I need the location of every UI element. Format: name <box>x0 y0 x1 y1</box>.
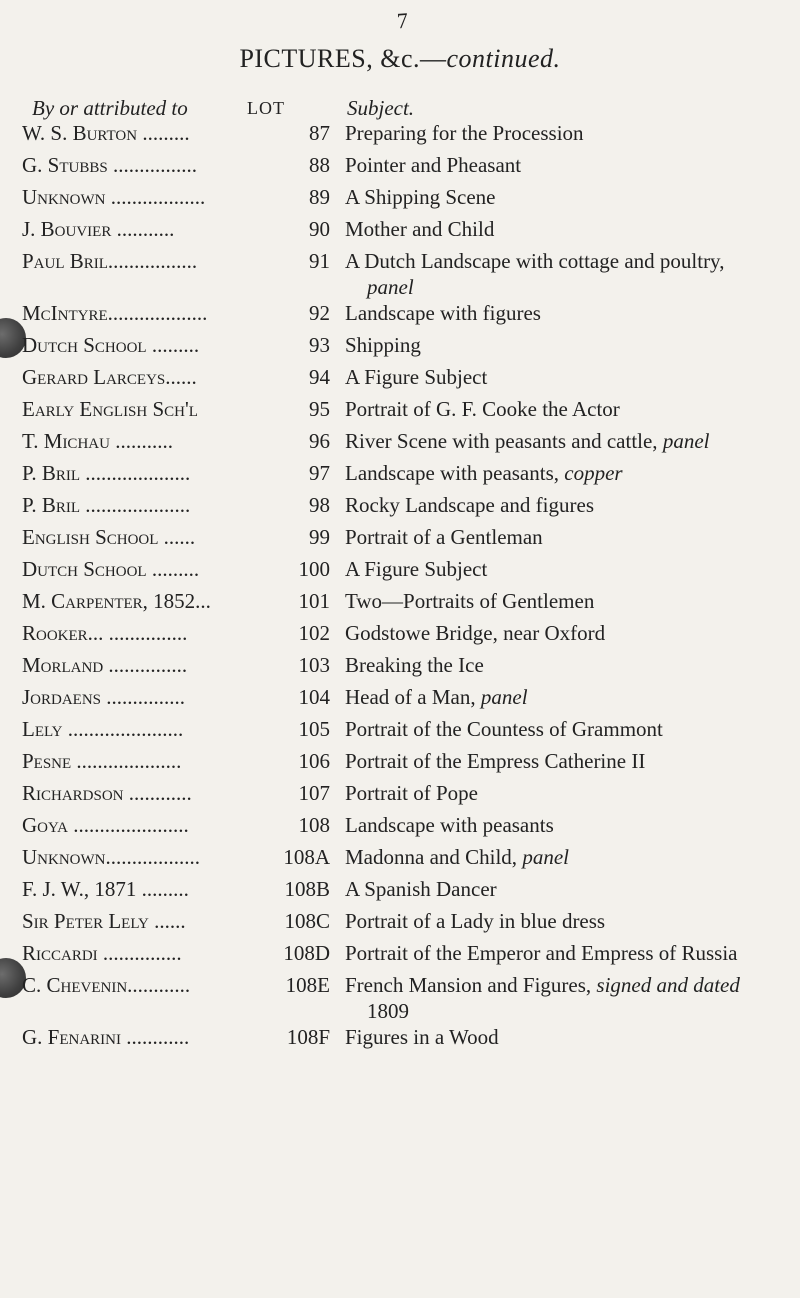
subject-title: River Scene with peasants and cattle, <box>345 429 658 453</box>
catalogue-entry <box>0 460 800 492</box>
artist-name: Riccardi ............... <box>22 941 182 965</box>
artist-name: Unknown .................. <box>22 185 206 209</box>
artist-name: G. Fenarini ............ <box>22 1025 190 1049</box>
artist-name: Pesne .................... <box>22 749 182 773</box>
artist-column-header: By or attributed to <box>32 96 188 120</box>
catalogue-entry <box>0 684 800 716</box>
subject-text <box>345 492 785 518</box>
lot-number: 103 <box>298 653 330 677</box>
catalogue-entry <box>0 120 800 152</box>
subject-text <box>345 428 785 454</box>
artist-name: Unknown.................. <box>22 845 200 869</box>
subject-note: panel <box>367 275 414 299</box>
subject-text <box>345 120 785 146</box>
catalogue-entry <box>0 492 800 524</box>
lot-number: 108C <box>284 909 330 933</box>
catalogue-entry <box>0 844 800 876</box>
catalogue-entry <box>0 812 800 844</box>
subject-note: signed and dated <box>596 973 740 997</box>
subject-text <box>345 460 785 486</box>
subject-title: A Figure Subject <box>345 557 488 581</box>
subject-text <box>345 364 785 390</box>
subject-title: Portrait of the Empress Catherine II <box>345 749 646 773</box>
lot-number: 87 <box>309 121 330 145</box>
lot-number: 88 <box>309 153 330 177</box>
subject-title: Breaking the Ice <box>345 653 484 677</box>
subject-title: Figures in a Wood <box>345 1025 499 1049</box>
subject-title: Portrait of Pope <box>345 781 478 805</box>
catalogue-entry <box>0 908 800 940</box>
subject-text <box>345 396 785 422</box>
lot-number: 97 <box>309 461 330 485</box>
column-header-row <box>0 96 800 122</box>
lot-number: 104 <box>298 685 330 709</box>
artist-name: Goya ...................... <box>22 813 189 837</box>
artist-name: T. Michau ........... <box>22 429 173 453</box>
catalogue-entry <box>0 332 800 364</box>
subject-title: Portrait of the Countess of Grammont <box>345 717 663 741</box>
subject-title: A Dutch Landscape with cottage and poultry, <box>345 249 725 273</box>
artist-name: McIntyre................... <box>22 301 208 325</box>
lot-number: 108A <box>283 845 330 869</box>
subject-title: Pointer and Pheasant <box>345 153 522 177</box>
artist-name: Dutch School ......... <box>22 557 200 581</box>
lot-number: 94 <box>309 365 330 389</box>
subject-text <box>345 556 785 582</box>
catalogue-entry <box>0 556 800 588</box>
artist-name: M. Carpenter, 1852... <box>22 589 211 613</box>
artist-name: English School ...... <box>22 525 196 549</box>
subject-text <box>345 876 785 902</box>
artist-name: Richardson ............ <box>22 781 192 805</box>
catalogue-entry <box>0 716 800 748</box>
catalogue-entry <box>0 396 800 428</box>
artist-name: Paul Bril................. <box>22 249 198 273</box>
lot-number: 101 <box>298 589 330 613</box>
catalogue-entry <box>0 428 800 460</box>
catalogue-entry <box>0 300 800 332</box>
subject-title: Portrait of G. F. Cooke the Actor <box>345 397 620 421</box>
subject-text <box>345 940 785 966</box>
catalogue-entry <box>0 780 800 812</box>
catalogue-list <box>0 120 800 1056</box>
subject-text <box>345 184 785 210</box>
lot-number: 108B <box>284 877 330 901</box>
subject-title: Rocky Landscape and figures <box>345 493 594 517</box>
catalogue-entry <box>0 216 800 248</box>
lot-number: 108E <box>285 973 330 997</box>
catalogue-entry <box>0 972 800 1024</box>
subject-text <box>345 620 785 646</box>
lot-number: 96 <box>309 429 330 453</box>
subject-note: panel <box>662 429 710 453</box>
catalogue-entry <box>0 152 800 184</box>
artist-name: Sir Peter Lely ...... <box>22 909 186 933</box>
subject-title: Landscape with peasants <box>345 813 554 837</box>
page-title-main: PICTURES, &c.— <box>239 44 447 73</box>
subject-column-header: Subject. <box>347 96 415 120</box>
artist-name: W. S. Burton ......... <box>22 121 190 145</box>
artist-name: Jordaens ............... <box>22 685 186 709</box>
catalogue-entry <box>0 588 800 620</box>
subject-title: Landscape with figures <box>345 301 541 325</box>
subject-text <box>345 780 785 806</box>
lot-number: 106 <box>298 749 330 773</box>
subject-title: Portrait of the Emperor and Empress of Russia <box>345 941 738 965</box>
subject-note: panel <box>522 845 569 869</box>
artist-name: F. J. W., 1871 ......... <box>22 877 189 901</box>
artist-name: Gerard Larceys...... <box>22 365 197 389</box>
subject-title: Two—Portraits of Gentlemen <box>345 589 595 613</box>
catalogue-entry <box>0 248 800 300</box>
subject-title: Head of a Man, <box>345 685 476 709</box>
artist-name: Morland ............... <box>22 653 188 677</box>
lot-number: 89 <box>309 185 330 209</box>
subject-text <box>345 216 785 242</box>
subject-title: A Spanish Dancer <box>345 877 497 901</box>
page-title-continued: continued. <box>446 44 561 73</box>
subject-date: 1809 <box>367 999 409 1023</box>
subject-note: panel <box>480 685 528 709</box>
subject-title: French Mansion and Figures, <box>345 973 592 997</box>
lot-number: 102 <box>298 621 330 645</box>
catalogue-entry <box>0 940 800 972</box>
subject-text <box>345 332 785 358</box>
lot-number: 108 <box>298 813 330 837</box>
lot-number: 90 <box>309 217 330 241</box>
artist-name: J. Bouvier ........... <box>22 217 175 241</box>
subject-title: Portrait of a Gentleman <box>345 525 543 549</box>
subject-title: A Shipping Scene <box>345 185 496 209</box>
subject-title: Godstowe Bridge, near Oxford <box>345 621 606 645</box>
lot-number: 95 <box>309 397 330 421</box>
subject-text <box>345 152 785 178</box>
subject-title: Mother and Child <box>345 217 495 241</box>
lot-number: 91 <box>309 249 330 273</box>
lot-number: 108F <box>286 1025 330 1049</box>
artist-name: G. Stubbs ................ <box>22 153 197 177</box>
subject-title: Shipping <box>345 333 421 357</box>
catalogue-entry <box>0 748 800 780</box>
catalogue-entry <box>0 652 800 684</box>
lot-number: 108D <box>283 941 330 965</box>
subject-text <box>345 812 785 838</box>
page-number: 7 <box>396 7 409 34</box>
artist-name: Lely ...................... <box>22 717 184 741</box>
artist-name: Dutch School ......... <box>22 333 200 357</box>
catalogue-entry <box>0 364 800 396</box>
subject-text <box>345 844 785 870</box>
subject-text <box>345 972 785 1024</box>
subject-text <box>345 748 785 774</box>
lot-number: 105 <box>298 717 330 741</box>
artist-name: C. Chevenin............ <box>22 973 191 997</box>
subject-text <box>345 908 785 934</box>
subject-text <box>345 524 785 550</box>
lot-number: 99 <box>309 525 330 549</box>
lot-number: 98 <box>309 493 330 517</box>
lot-column-header: LOT <box>247 98 285 118</box>
subject-note: copper <box>564 461 623 485</box>
catalogue-entry <box>0 524 800 556</box>
subject-text <box>345 652 785 678</box>
subject-text <box>345 716 785 742</box>
artist-name: P. Bril .................... <box>22 461 191 485</box>
subject-title: A Figure Subject <box>345 365 488 389</box>
catalogue-entry <box>0 1024 800 1056</box>
subject-title: Portrait of a Lady in blue dress <box>345 909 606 933</box>
subject-text <box>345 248 785 300</box>
lot-number: 100 <box>298 557 330 581</box>
subject-title: Madonna and Child, <box>345 845 518 869</box>
catalogue-entry <box>0 620 800 652</box>
subject-title: Preparing for the Procession <box>345 121 584 145</box>
subject-text <box>345 1024 785 1050</box>
catalogue-entry <box>0 876 800 908</box>
subject-text <box>345 588 785 614</box>
subject-text <box>345 684 785 710</box>
subject-text <box>345 300 785 326</box>
artist-name: Early English Sch'l <box>22 397 198 421</box>
lot-number: 107 <box>298 781 330 805</box>
lot-number: 93 <box>309 333 330 357</box>
artist-name: P. Bril .................... <box>22 493 191 517</box>
artist-name: Rooker... ............... <box>22 621 188 645</box>
subject-title: Landscape with peasants, <box>345 461 560 485</box>
catalogue-entry <box>0 184 800 216</box>
page-title <box>0 44 800 74</box>
lot-number: 92 <box>309 301 330 325</box>
